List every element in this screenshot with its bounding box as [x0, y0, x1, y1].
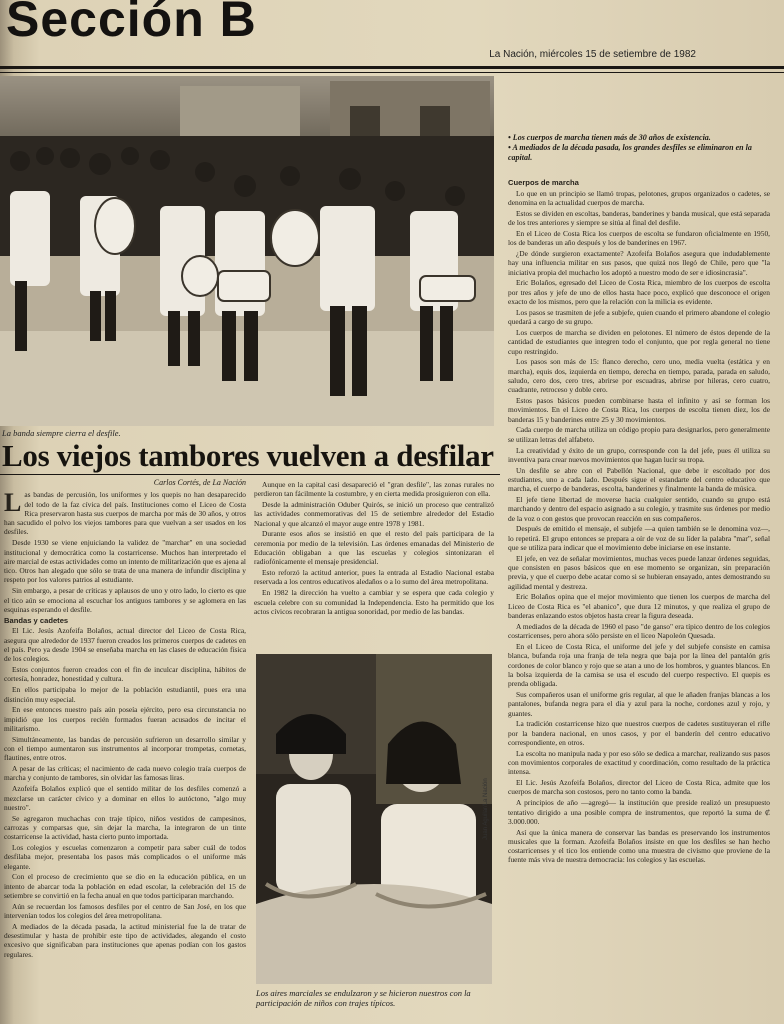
photo-marching-band [0, 76, 494, 426]
paragraph: El jefe, en vez de señalar movimientos, muchas veces puede lanzar órdenes seguidas, que consisten en pasos básicos que en ese momento se organizan, sin preparación previa, y que el cuerpo debe acatar como si se hubieran ensayado, antes demostrando su agilidad mental y destreza. [508, 553, 770, 591]
dateline: La Nación, miércoles 15 de setiembre de 1982 [489, 49, 696, 60]
paragraph: Sin embargo, a pesar de críticas y aplausos de uno y otro lado, lo cierto es que el tico aún se emociona al escuchar los antiguos tambores y se aglomera en las esquinas esperando el desfile. [4, 586, 246, 614]
paragraph: Estos se dividen en escoltas, banderas, banderines y banda musical, que está separada de los tres anteriores y siempre se sitúa al final del desfile. [508, 208, 770, 228]
paragraph: En ellos participaba lo mejor de la población estudiantil, pues era una distinción muy especial. [4, 685, 246, 704]
paragraph: El jefe tiene libertad de moverse hacia cualquier sentido, cuando su grupo está marchando y dentro del espacio asignado a su colegio, y trasmite sus órdenes por medio de la voz o con gestos que provocan reacción en sus compañeros. [508, 495, 770, 523]
summary-item: • A mediados de la década pasada, los grandes desfiles se eliminaron en la capital. [508, 143, 752, 162]
paragraph: Esto reforzó la actitud anterior, pues la entrada al Estadio Nacional estaba reservada a los centros educativos aledaños o a lo sumo del área metropolitana. [254, 568, 494, 587]
lead-paragraph [4, 490, 246, 536]
paragraph: Así que la única manera de conservar las bandas es preservando los instrumentos musicales que la forman. Azofeifa Bolaños insiste en que los desfiles se han hecho costarricenses y el tico los entiende como una muestra de civismo que proviene de la fuente más viva de nuestra democracia: los colegios y las escuelas. [508, 827, 770, 865]
photo-children-traditional [256, 654, 492, 984]
paragraph: El Lic. Jesús Azofeifa Bolaños, actual director del Liceo de Costa Rica, asegura que alrededor de 1937 fueron creados los primeros cuerpos de cadetes en el país. Pero ya desde 1904 se enseñaba marcha en las clases de educación física de los colegios. [4, 626, 246, 664]
paragraph: Los cuerpos de marcha se dividen en pelotones. El número de éstos depende de la cantidad de estudiantes que integren todo el conjunto, que por regla general no tiene cupo restringido. [508, 327, 770, 356]
subhead-cuerpos: Cuerpos de marcha [508, 178, 579, 187]
paragraph: En el Liceo de Costa Rica, el uniforme del jefe y del subjefe consiste en camisa blanca, bufanda roja una franja de tela negra que baja por la línea del pantalón gris cordones de color blanco y rojo que se atan a uno de los hombros, y guantes blancos. En la bolsa izquierda de la camisa se usa el escudo del cuerpo respectivo. El quepis es prenda obligada. [508, 641, 770, 689]
paragraph: Después de emitido el mensaje, el subjefe —a quien también se le denomina voz—, lo repetirá. El grupo entonces se prepara a oír de voz de su líder la palabra "mar", señal que se utiliza para indicar que el movimiento debe iniciarse en ese instante. [508, 524, 770, 552]
paragraph: La escolta no manipula nada y por eso sólo se dedica a marchar, realizando sus pasos con movimientos corporales de exactitud y coordinación, como resultado de la práctica intensa. [508, 748, 770, 777]
paragraph: Se agregaron muchachas con traje típico, niños vestidos de campesinos, carrozas y comparsas que, sin dejar la marcha, la integraron de un tinte costarricense la actividad, hasta cierto punto importada. [4, 813, 246, 842]
photo-credit: Juan Aguilar/La Nación [483, 778, 489, 840]
paragraph: Azofeifa Bolaños explicó que el sentido militar de los desfiles comenzó a mezclarse un carácter cívico y a dominar en ellos lo autóctono, "algo muy nuestro". [4, 784, 246, 812]
paragraph: A mediados de la década de 1960 el paso "de ganso" era típico dentro de los colegios costarricenses, pero ahora sólo persiste en el liceo Napoleón Quesada. [508, 621, 770, 641]
paragraph: A pesar de las críticas; el nacimiento de cada nuevo colegio traía cuerpos de marcha y conjunto de tambores, sin olvidar las famosas liras. [4, 764, 246, 783]
paragraph: Sus compañeros usan el uniforme gris regular, al que le añaden franjas blancas a los pantalones, bufanda negra para el día y azul para la noche, cordones azul y rojo, y guantes. [508, 689, 770, 718]
paragraph: Simultáneamente, las bandas de percusión sufrieron un desarrollo similar y con el tiempo aumentaron sus instrumentos al incorporar trompetas, cornetas, flautines, entre otros. [4, 734, 246, 763]
paragraph: En 1982 la dirección ha vuelto a cambiar y se espera que cada colegio y escuela celebre con su comunidad la Independencia. Esto ha permitido que los actos cívicos recobraran la antigua sonoridad, por medio de las bandas. [254, 588, 494, 616]
paragraph: A principios de año —agregó— la institución que preside realizó un presupuesto tentativo dirigido a una posible compra de instrumentos, que reportó la suma de ₡ 3.000.000. [508, 798, 770, 826]
marching-band-photo [0, 76, 494, 426]
paragraph: Eric Bolaños, egresado del Liceo de Costa Rica, miembro de los cuerpos de escolta por tres años y jefe de uno de ellos hasta hace poco, explicó que desconoce el origen exacto de los mismos, pero que la relación con la milicia es evidente. [508, 278, 770, 307]
paragraph: Lo que en un principio se llamó tropas, pelotones, grupos organizados o cadetes, se denomina en la actualidad cuerpos de marcha. [508, 188, 770, 208]
paragraph: Los colegios y escuelas comenzaron a competir para saber cuál de todos desfilaba mejor, presentaba los pasos más complicados o el uniforme más elegante. [4, 842, 246, 871]
top-photo-caption: La banda siempre cierra el desfile. [2, 428, 121, 438]
paragraph: Con el proceso de crecimiento que se dio en la educación pública, en un intento de abarcar toda la población en edad escolar, la celebración del 15 de setiembre se convirtió en la fecha anual en que todos participaran marchando. [4, 872, 246, 900]
drop-cap: L [4, 488, 22, 518]
headline-rule [0, 474, 500, 475]
paragraph: A mediados de la década pasada, la actitud ministerial fue la de tratar de desestimular y hasta de prohibir este tipo de actividades, alegando el costo excesivo que significaban para instituciones que apenas podían con los gastos regulares. [4, 921, 246, 959]
section-title: Sección B [6, 0, 257, 47]
paragraph: Los pasos se trasmiten de jefe a subjefe, quien cuando el primero abandone el colegio quedará a cargo de su grupo. [508, 307, 770, 327]
article-headline: Los viejos tambores vuelven a desfilar [2, 438, 494, 473]
paragraph: Cada cuerpo de marcha utiliza un código propio para designarlos, pero generalmente se utilizan letras del alfabeto. [508, 425, 770, 444]
paragraph: La tradición costarricense hizo que nuestros cuerpos de cadetes sustituyeran el rifle por la bandera nacional, en unos casos, y por el banderín del centro educativo correspondiente, en otros. [508, 719, 770, 747]
paragraph: En ese entonces nuestro país aún poseía ejército, pero esa circunstancia no impidió que los cuerpos recién formados fueran acusados de incitar el militarismo. [4, 705, 246, 733]
children-photo [256, 654, 492, 984]
paragraph: ¿De dónde surgieron exactamente? Azofeifa Bolaños asegura que indudablemente hay una influencia militar en sus pasos, que quizá nos llegó de Chile, pero que "la iniciativa propia del muchacho los adoptó a nuestro modo de ser e idiosincrasia". [508, 249, 770, 277]
header-rule-thin [0, 72, 784, 73]
paragraph: La creatividad y éxito de un grupo, corresponde con la del jefe, pues él utiliza su inventiva para crear nuevos movimientos que hagan lucir su tropa. [508, 445, 770, 464]
paragraph: Aunque en la capital casi desapareció el "gran desfile", las zonas rurales no perdieron tan fácilmente la costumbre, y en cierta medida prosiguieron con ella. [254, 480, 494, 499]
paragraph: Desde la administración Oduber Quirós, se inició un proceso que centralizó las actividades conmemorativas del 15 de setiembre alrededor del Estadio Nacional y que alcanzó el mayor auge entre 1978 y 1981. [254, 500, 494, 528]
paragraph: Eric Bolaños opina que el mejor movimiento que tienen los cuerpos de marcha del Liceo de Costa Rica es "el abanico", que dura 12 minutos, y que realiza el grupo de banderas enlazando estos objetos hasta crear la figura deseada. [508, 592, 770, 621]
lead-text: as bandas de percusión, los uniformes y los quepis no han desaparecido del todo de la faz cívica del país. Instituciones como el Liceo de Costa Rica preservaron hasta sus cuerpos de marcha por más de 30 años, y otros han sacudido el polvo los viejos tambores para que vuelvan a ser usados en los desfiles. [4, 490, 246, 537]
article-column-3 [508, 178, 770, 1022]
summary-item: • Los cuerpos de marcha tienen más de 30 años de existencia. [508, 133, 711, 142]
article-summary [508, 133, 770, 163]
article-column-2 [254, 480, 494, 650]
bottom-photo-caption: Los aires marciales se endulzaron y se hicieron nuestros con la participación de niños con trajes típicos. [256, 988, 471, 1008]
paragraph: El Lic. Jesús Azofeifa Bolaños, director del Liceo de Costa Rica, admite que los cuerpos de marcha son costosos, pero no tanto como la banda. [508, 778, 770, 797]
paragraph: Durante esos años se insistió en que el resto del país participara de la ceremonia por medio de la televisión. Las órdenes emanadas del Ministerio de Educación obligaban a que las escuelas y colegios sintonizaran el radiofónicamente el mensaje presidencial. [254, 529, 494, 567]
paragraph: Los pasos son más de 15: flanco derecho, cero uno, media vuelta (estática y en marcha), equis dos, izquierda en tiempo, derecha en tiempo, parada, parada en saludo, saludo, cero dos, cero tres, abrirse por escuadras, abrirse por hileras, cero cuatro, cuadrante, retroceso y doble cero. [508, 357, 770, 395]
subhead-bandas: Bandas y cadetes [4, 615, 69, 625]
paragraph: Estos pasos básicos pueden combinarse hasta el infinito y así se forman los movimientos. En el Liceo de Costa Rica, los cuerpos de escolta tienen diez, los de banderas 15 y banderines entre 25 y 30 movimientos. [508, 396, 770, 424]
byline: Carlos Cortés, de La Nación [153, 478, 246, 487]
paragraph: Un desfile se abre con el Pabellón Nacional, que debe ir escoltado por dos estudiantes, uno a cada lado. Después sigue el estandarte del centro educativo que marcha, el cuerpo de banderas, escolta, banderines y finalmente la banda de música. [508, 465, 770, 494]
header-rule [0, 66, 784, 69]
paragraph: Aún se recuerdan los famosos desfiles por el centro de San José, en los que intervenían todos los colegios del área metropolitana. [4, 901, 246, 921]
paragraph: Estos conjuntos fueron creados con el fin de inculcar disciplina, hábitos de cortesía, honradez, honestidad y cultura. [4, 665, 246, 684]
paragraph: En el Liceo de Costa Rica los cuerpos de escolta se fundaron oficialmente en 1950, los de banderas un año después y los de banderines en 1967. [508, 228, 770, 248]
article-column-1 [4, 478, 246, 1022]
paragraph: Desde 1930 se viene enjuiciando la validez de "marchar" en una sociedad institucional y democrática como la costarricense. Muchos han interpretado el aire marcial de estas actividades como un intento de militarización que es ajena al tico. Otros han alegado que sólo se trata de una manera de infundir disciplina y respeto por los valores patrios al estudiante. [4, 538, 246, 585]
